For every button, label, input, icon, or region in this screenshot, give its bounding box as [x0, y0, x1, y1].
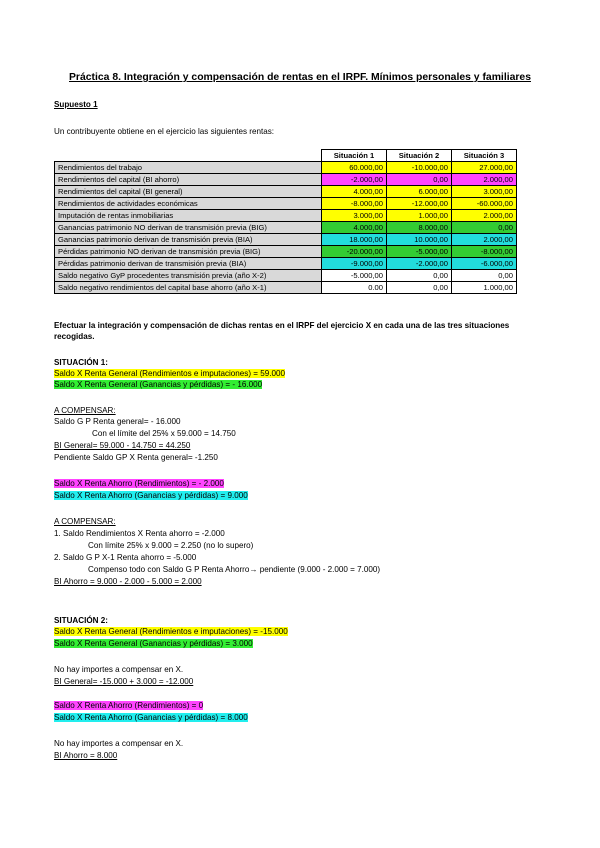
- cell-situacion-2: -12.000,00: [387, 198, 452, 210]
- row-label: Ganancias patrimonio derivan de transmisión previa (BIA): [55, 234, 322, 246]
- table-row: [55, 246, 517, 258]
- row-label: Imputación de rentas inmobiliarias: [55, 210, 322, 222]
- cell-situacion-3: 2.000,00: [452, 174, 517, 186]
- cell-situacion-3: 3.000,00: [452, 186, 517, 198]
- table-row: [55, 258, 517, 270]
- s1-renta-general-rendimientos: Saldo X Renta General (Rendimientos e imputaciones) = 59.000: [54, 369, 286, 378]
- table-header-situacion-1: Situación 1: [322, 150, 387, 162]
- s1-renta-ahorro-ganancias: Saldo X Renta Ahorro (Ganancias y pérdidas) = 9.000: [54, 491, 248, 500]
- cell-situacion-1: -2.000,00: [322, 174, 387, 186]
- cell-situacion-3: -60.000,00: [452, 198, 517, 210]
- cell-situacion-2: -10.000,00: [387, 162, 452, 174]
- table-row: [55, 270, 517, 282]
- page-title: Práctica 8. Integración y compensación de rentas en el IRPF. Mínimos personales y familiares: [69, 72, 531, 83]
- s1-m-line-5: BI Ahorro = 9.000 - 2.000 - 5.000 = 2.000: [54, 577, 202, 586]
- table-row: [55, 210, 517, 222]
- s1-renta-general-ganancias: Saldo X Renta General (Ganancias y pérdidas) = - 16.000: [54, 380, 263, 389]
- s1-compensar-heading-1: A COMPENSAR:: [54, 406, 116, 415]
- table-row: [55, 282, 517, 294]
- instructions-line-2: recogidas.: [54, 332, 95, 341]
- s2-renta-general-rendimientos: Saldo X Renta General (Rendimientos e imputaciones) = -15.000: [54, 627, 288, 636]
- s1-line-1: Saldo G P Renta general= - 16.000: [54, 417, 181, 426]
- situacion-1-heading: SITUACIÓN 1:: [54, 358, 108, 367]
- cell-situacion-3: 2.000,00: [452, 234, 517, 246]
- s1-line-4: Pendiente Saldo GP X Renta general= -1.250: [54, 453, 218, 462]
- s2-renta-general-ganancias: Saldo X Renta General (Ganancias y pérdidas) = 3.000: [54, 639, 253, 648]
- s2-line-2: BI General= -15.000 + 3.000 = -12.000: [54, 677, 194, 686]
- cell-situacion-2: -5.000,00: [387, 246, 452, 258]
- s1-renta-ahorro-rendimientos: Saldo X Renta Ahorro (Rendimientos) = - 2.000: [54, 479, 224, 488]
- s2-renta-ahorro-rendimientos: Saldo X Renta Ahorro (Rendimientos) = 0: [54, 701, 204, 710]
- table-header-blank: [55, 150, 322, 162]
- row-label: Saldo negativo rendimientos del capital base ahorro (año X-1): [55, 282, 322, 294]
- cell-situacion-2: -2.000,00: [387, 258, 452, 270]
- row-label: Rendimientos del capital (BI general): [55, 186, 322, 198]
- supuesto-heading: Supuesto 1: [54, 100, 98, 109]
- rentas-table: [54, 149, 517, 294]
- s1-line-3: BI General= 59.000 - 14.750 = 44.250: [54, 441, 191, 450]
- cell-situacion-1: -9.000,00: [322, 258, 387, 270]
- s1-m-line-3: 2. Saldo G P X-1 Renta ahorro = -5.000: [54, 553, 197, 562]
- cell-situacion-1: 4.000,00: [322, 186, 387, 198]
- cell-situacion-2: 0,00: [387, 282, 452, 294]
- cell-situacion-3: 2.000,00: [452, 210, 517, 222]
- cell-situacion-2: 10.000,00: [387, 234, 452, 246]
- row-label: Rendimientos del trabajo: [55, 162, 322, 174]
- instructions-line-1: Efectuar la integración y compensación de dichas rentas en el IRPF del ejercicio X en cada una de las tres situaciones: [54, 321, 510, 330]
- cell-situacion-1: 0.00: [322, 282, 387, 294]
- s2-line-1: No hay importes a compensar en X.: [54, 665, 184, 674]
- cell-situacion-3: -6.000,00: [452, 258, 517, 270]
- table-header-situacion-3: Situación 3: [452, 150, 517, 162]
- s1-compensar-heading-2: A COMPENSAR:: [54, 517, 116, 526]
- table-header-situacion-2: Situación 2: [387, 150, 452, 162]
- row-label: Saldo negativo GyP procedentes transmisión previa (año X-2): [55, 270, 322, 282]
- row-label: Pérdidas patrimonio derivan de transmisión previa (BIA): [55, 258, 322, 270]
- cell-situacion-1: -5.000,00: [322, 270, 387, 282]
- cell-situacion-1: -8.000,00: [322, 198, 387, 210]
- s1-m-line-1: 1. Saldo Rendimientos X Renta ahorro = -2.000: [54, 529, 225, 538]
- table-row: [55, 162, 517, 174]
- table-row: [55, 222, 517, 234]
- cell-situacion-3: 1.000,00: [452, 282, 517, 294]
- cell-situacion-1: -20.000,00: [322, 246, 387, 258]
- s1-m-line-2: Con límite 25% x 9.000 = 2.250 (no lo supero): [88, 541, 254, 550]
- cell-situacion-2: 1.000,00: [387, 210, 452, 222]
- cell-situacion-3: 0,00: [452, 270, 517, 282]
- row-label: Pérdidas patrimonio NO derivan de transmisión previa (BIG): [55, 246, 322, 258]
- cell-situacion-2: 0,00: [387, 270, 452, 282]
- table-row: [55, 186, 517, 198]
- cell-situacion-1: 3.000,00: [322, 210, 387, 222]
- row-label: Rendimientos de actividades económicas: [55, 198, 322, 210]
- cell-situacion-2: 6.000,00: [387, 186, 452, 198]
- row-label: Rendimientos del capital (BI ahorro): [55, 174, 322, 186]
- s2-line-3: No hay importes a compensar en X.: [54, 739, 184, 748]
- cell-situacion-2: 8.000,00: [387, 222, 452, 234]
- table-row: [55, 198, 517, 210]
- cell-situacion-2: 0,00: [387, 174, 452, 186]
- s1-line-2: Con el límite del 25% x 59.000 = 14.750: [92, 429, 236, 438]
- s1-m-line-4: Compenso todo con Saldo G P Renta Ahorro→ pendiente (9.000 - 2.000 = 7.000): [88, 565, 381, 574]
- row-label: Ganancias patrimonio NO derivan de transmisión previa (BIG): [55, 222, 322, 234]
- cell-situacion-3: 27.000,00: [452, 162, 517, 174]
- cell-situacion-3: 0,00: [452, 222, 517, 234]
- cell-situacion-1: 4.000,00: [322, 222, 387, 234]
- table-body: [55, 162, 517, 294]
- cell-situacion-3: -8.000,00: [452, 246, 517, 258]
- table-row: [55, 234, 517, 246]
- s2-line-4: BI Ahorro = 8.000: [54, 751, 118, 760]
- table-row: [55, 174, 517, 186]
- cell-situacion-1: 60.000,00: [322, 162, 387, 174]
- intro-text: Un contribuyente obtiene en el ejercicio las siguientes rentas:: [54, 127, 275, 136]
- situacion-2-heading: SITUACIÓN 2:: [54, 616, 108, 625]
- cell-situacion-1: 18.000,00: [322, 234, 387, 246]
- table-header-row: [55, 150, 517, 162]
- s2-renta-ahorro-ganancias: Saldo X Renta Ahorro (Ganancias y pérdidas) = 8.000: [54, 713, 248, 722]
